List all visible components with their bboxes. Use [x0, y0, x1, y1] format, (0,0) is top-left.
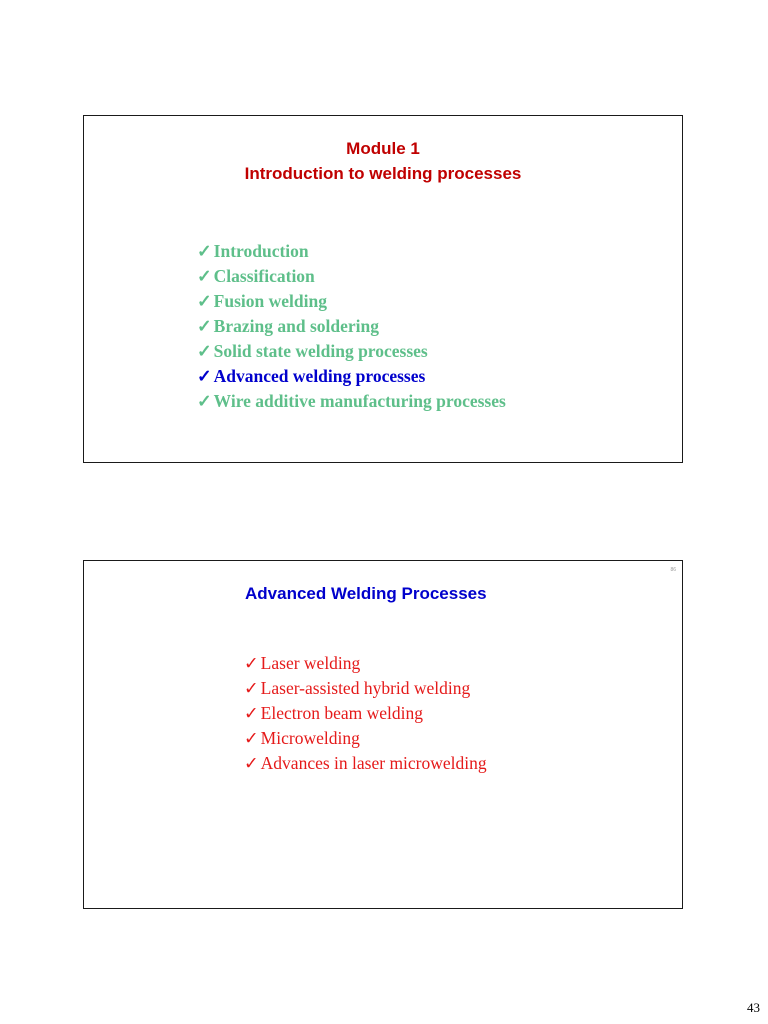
checkmark-icon: ✓	[197, 366, 212, 386]
slide1-title-line1: Module 1	[346, 139, 420, 158]
slide2-topic-list	[244, 651, 487, 776]
topic-label: Advanced welding processes	[213, 366, 426, 386]
topic-label: Introduction	[213, 241, 309, 261]
checkmark-icon: ✓	[244, 753, 259, 773]
list-item	[244, 701, 487, 726]
checkmark-icon: ✓	[244, 678, 259, 698]
list-item	[244, 726, 487, 751]
checkmark-icon: ✓	[244, 703, 259, 723]
list-item	[244, 651, 487, 676]
topic-label: Laser welding	[260, 653, 361, 673]
slide1-topic-list	[197, 239, 506, 414]
checkmark-icon: ✓	[197, 266, 212, 286]
topic-label: Advances in laser microwelding	[260, 753, 487, 773]
slide2-title: Advanced Welding Processes	[245, 584, 487, 603]
topic-label: Fusion welding	[213, 291, 327, 311]
list-item	[197, 314, 506, 339]
topic-label: Brazing and soldering	[213, 316, 379, 336]
list-item	[197, 289, 506, 314]
list-item	[244, 751, 487, 776]
topic-label: Microwelding	[260, 728, 360, 748]
slide2-corner-label: 86	[670, 567, 676, 573]
list-item	[197, 389, 506, 414]
checkmark-icon: ✓	[197, 241, 212, 261]
topic-label: Classification	[213, 266, 315, 286]
slide-module-1	[83, 115, 683, 463]
checkmark-icon: ✓	[197, 316, 212, 336]
page-number: 43	[747, 1000, 760, 1015]
list-item	[197, 264, 506, 289]
slide-advanced-welding	[83, 560, 683, 909]
list-item-active	[197, 364, 506, 389]
checkmark-icon: ✓	[244, 653, 259, 673]
list-item	[244, 676, 487, 701]
topic-label: Solid state welding processes	[213, 341, 428, 361]
topic-label: Wire additive manufacturing processes	[213, 391, 506, 411]
checkmark-icon: ✓	[197, 291, 212, 311]
topic-label: Electron beam welding	[260, 703, 423, 723]
checkmark-icon: ✓	[197, 341, 212, 361]
slide1-title-line2: Introduction to welding processes	[244, 164, 522, 183]
list-item	[197, 239, 506, 264]
list-item	[197, 339, 506, 364]
checkmark-icon: ✓	[244, 728, 259, 748]
checkmark-icon: ✓	[197, 391, 212, 411]
topic-label: Laser-assisted hybrid welding	[260, 678, 471, 698]
